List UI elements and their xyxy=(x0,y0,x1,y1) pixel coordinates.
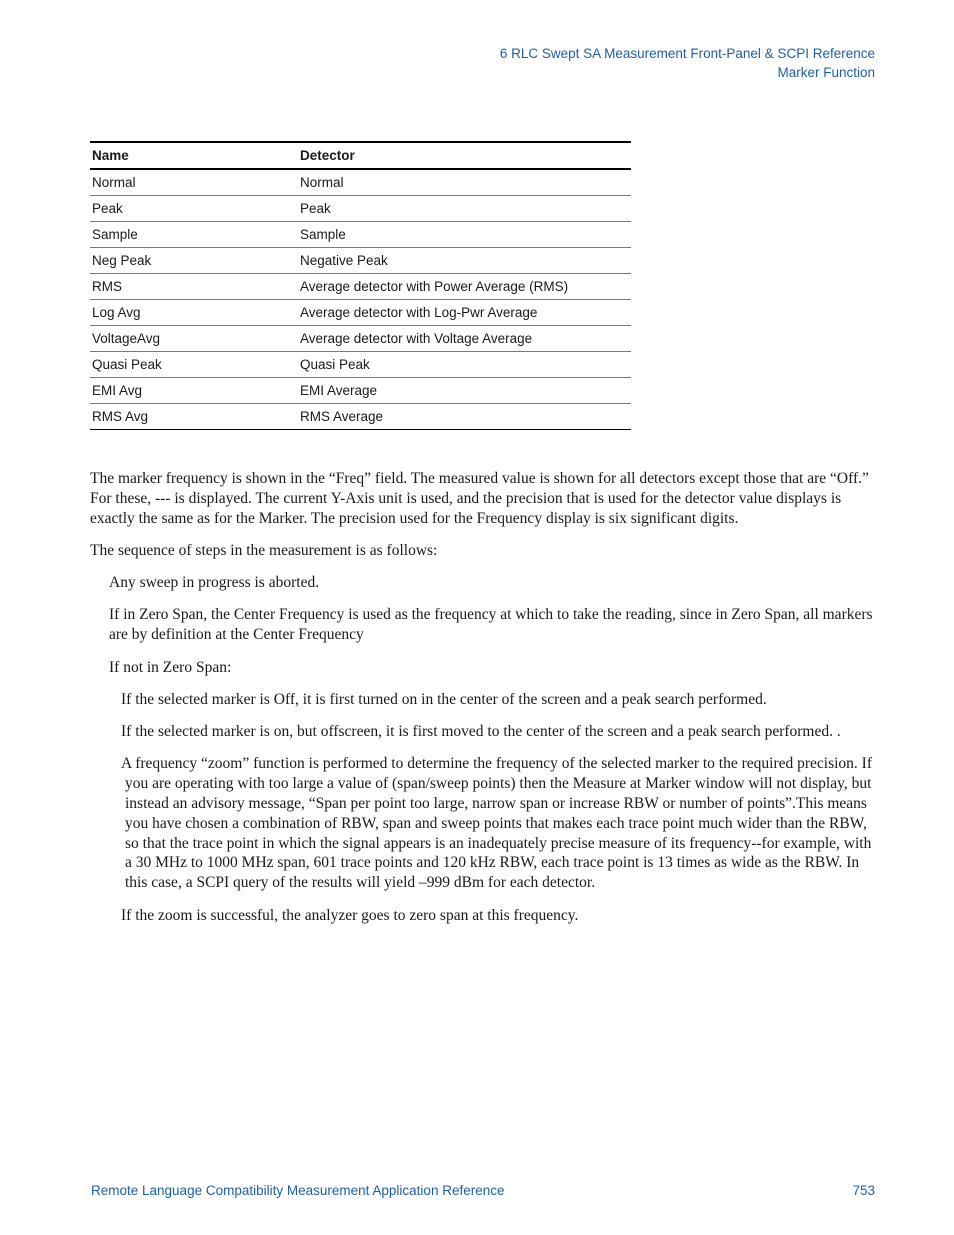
substep-marker-offscreen: If the selected marker is on, but offscreen, it is first moved to the center of the screen and a peak search performed. . xyxy=(121,723,841,741)
table-row xyxy=(90,378,631,404)
step-abort-sweep: Any sweep in progress is aborted. xyxy=(109,574,320,592)
step-zero-span: If in Zero Span, the Center Frequency is used as the frequency at which to take the reading, since in Zero Span, all markers are by definition at the Center Frequency xyxy=(109,606,873,644)
header-chapter: 6 RLC Swept SA Measurement Front-Panel & SCPI Reference xyxy=(499,46,875,61)
table-row xyxy=(90,222,631,248)
table-row xyxy=(90,404,631,430)
body-text xyxy=(90,469,880,938)
cell-name: Normal xyxy=(90,169,298,196)
paragraph-sequence-intro: The sequence of steps in the measurement is as follows: xyxy=(90,541,438,559)
table-row xyxy=(90,352,631,378)
footer-title: Remote Language Compatibility Measurement Application Reference xyxy=(91,1183,505,1198)
cell-detector: Average detector with Power Average (RMS) xyxy=(298,274,631,300)
column-header-detector: Detector xyxy=(300,148,355,163)
cell-detector: Peak xyxy=(298,196,631,222)
detector-table xyxy=(90,141,631,430)
table-row xyxy=(90,248,631,274)
table-row xyxy=(90,274,631,300)
cell-name: EMI Avg xyxy=(90,378,298,404)
table-row xyxy=(90,326,631,352)
substep-marker-off: If the selected marker is Off, it is first turned on in the center of the screen and a peak search performed. xyxy=(121,690,767,708)
header-section: Marker Function xyxy=(777,65,875,80)
substep-zoom-function: A frequency “zoom” function is performed to determine the frequency of the selected marker to the required precision. If you are operating with too large a value of (span/sweep points) then the Measure at Marker window will not display, but instead an advisory message, “Span per point too large, narrow span or increase RBW or number of points”.This means you have chosen a combination of RBW, span and sweep points that makes each trace point much wider than the RBW, so that the trace point in which the signal appears is an inadequately precise measure of its frequency--for example, with a 30 MHz to 1000 MHz span, 601 trace points and 120 kHz RBW, each trace point is 13 times as wide as the RBW. In this case, a SCPI query of the results will yield –999 dBm for each detector. xyxy=(121,755,873,892)
cell-name: Quasi Peak xyxy=(90,352,298,378)
cell-name: RMS Avg xyxy=(90,404,298,430)
cell-name: VoltageAvg xyxy=(90,326,298,352)
cell-detector: RMS Average xyxy=(298,404,631,430)
cell-detector: Average detector with Voltage Average xyxy=(298,326,631,352)
cell-detector: Negative Peak xyxy=(298,248,631,274)
cell-detector: Average detector with Log-Pwr Average xyxy=(298,300,631,326)
table-header-row xyxy=(90,142,631,169)
cell-name: RMS xyxy=(90,274,298,300)
page-number: 753 xyxy=(852,1183,875,1198)
column-header-name: Name xyxy=(92,148,129,163)
cell-name: Peak xyxy=(90,196,298,222)
table-row xyxy=(90,169,631,196)
cell-detector: Sample xyxy=(298,222,631,248)
page-header xyxy=(500,44,875,82)
cell-detector: Normal xyxy=(298,169,631,196)
cell-name: Log Avg xyxy=(90,300,298,326)
cell-detector: EMI Average xyxy=(298,378,631,404)
cell-name: Sample xyxy=(90,222,298,248)
table-row xyxy=(90,196,631,222)
cell-name: Neg Peak xyxy=(90,248,298,274)
substep-zoom-success: If the zoom is successful, the analyzer goes to zero span at this frequency. xyxy=(121,906,579,924)
step-not-zero-span: If not in Zero Span: xyxy=(109,658,232,676)
table-row xyxy=(90,300,631,326)
paragraph-marker-frequency: The marker frequency is shown in the “Freq” field. The measured value is shown for all detectors except those that are “Off.” For these, --- is displayed. The current Y-Axis unit is used, and the precision that is used for the detector value displays is exactly the same as for the Marker. The precision used for the Frequency display is six significant digits. xyxy=(90,470,869,527)
page-footer xyxy=(91,1183,875,1198)
cell-detector: Quasi Peak xyxy=(298,352,631,378)
